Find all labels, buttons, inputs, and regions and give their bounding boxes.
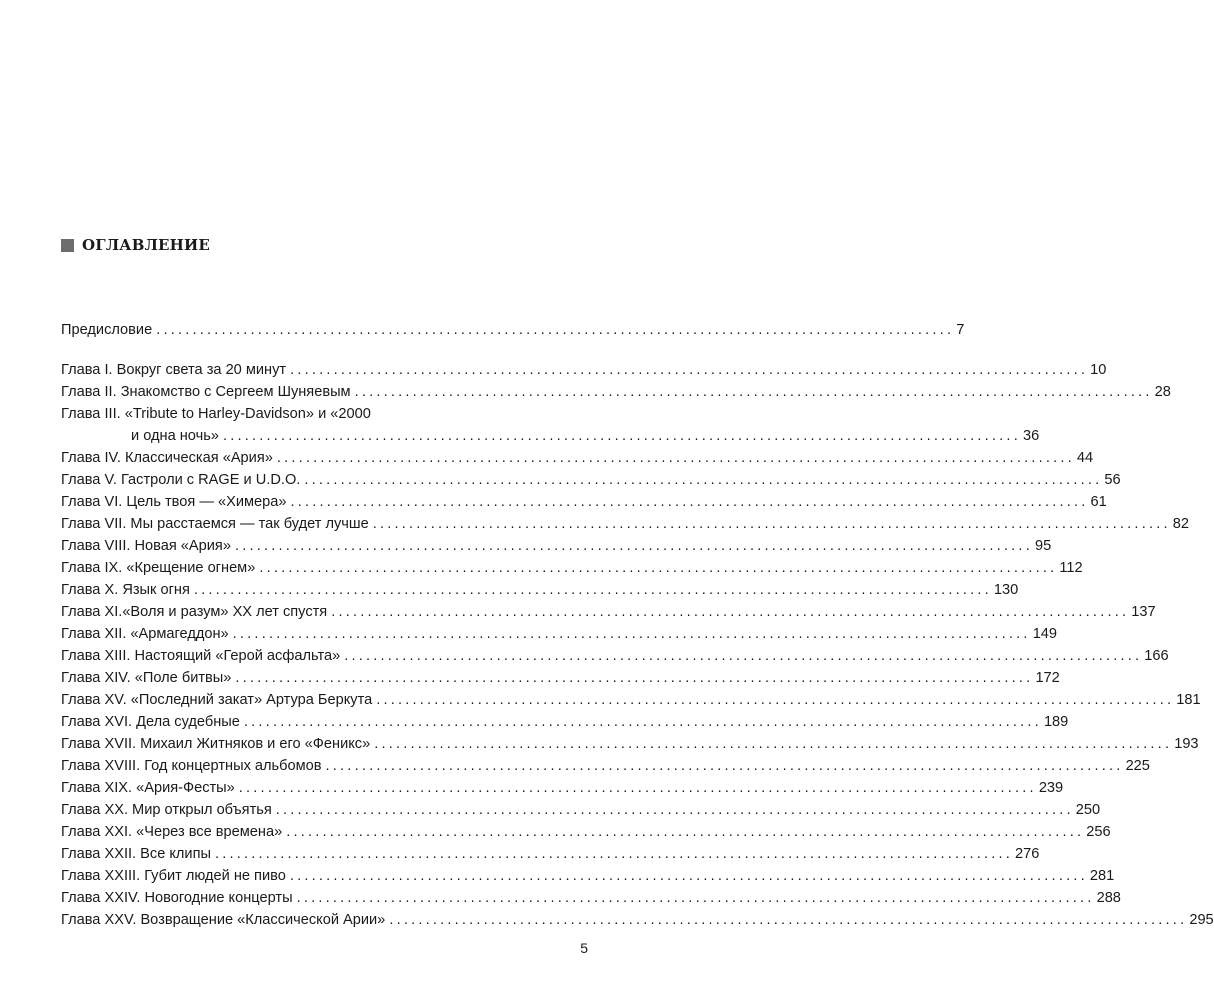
toc-entry-page: 193 xyxy=(1174,736,1199,752)
dot-leader: .............................................................................................................. xyxy=(232,626,1031,642)
toc-entry-page: 239 xyxy=(1038,780,1064,796)
dot-leader: .............................................................................................................. xyxy=(222,428,1021,444)
toc-entry-chapter-5[interactable] xyxy=(61,470,1121,490)
dot-leader: .............................................................................................................. xyxy=(290,362,1089,378)
dot-leader: .............................................................................................................. xyxy=(275,802,1074,818)
toc-entry-chapter-11[interactable] xyxy=(61,602,1156,622)
toc-entry-chapter-25[interactable] xyxy=(61,910,1214,930)
toc-entry-title: Предисловие xyxy=(61,322,153,338)
toc-entry-title: Глава VII. Мы расстаемся — так будет лучше xyxy=(61,516,369,532)
toc-entry-chapter-12[interactable] xyxy=(61,624,1058,644)
toc-entry-title: Глава XV. «Последний закат» Артура Беркута xyxy=(61,692,373,708)
toc-entry-chapter-21[interactable] xyxy=(61,822,1111,842)
dot-leader: .............................................................................................................. xyxy=(214,846,1013,862)
toc-entry-title: Глава XXI. «Через все времена» xyxy=(61,824,283,840)
toc-entry-page: 10 xyxy=(1090,362,1107,378)
dot-leader: .............................................................................................................. xyxy=(389,912,1188,928)
toc-entry-title: Глава IV. Классическая «Ария» xyxy=(61,450,273,466)
toc-entry-page: 36 xyxy=(1022,428,1040,444)
toc-heading-text: ОГЛАВЛЕНИЕ xyxy=(82,236,211,254)
toc-entry-page: 28 xyxy=(1154,384,1171,400)
toc-entry-chapter-20[interactable] xyxy=(61,800,1101,820)
toc-entry-page: 225 xyxy=(1125,758,1150,774)
toc-entry-title: Глава XVIII. Год концертных альбомов xyxy=(61,758,322,774)
toc-entry-chapter-16[interactable] xyxy=(61,712,1069,732)
dot-leader: .............................................................................................................. xyxy=(156,322,955,338)
toc-entry-chapter-9[interactable] xyxy=(61,558,1083,578)
toc-entry-chapter-4[interactable] xyxy=(61,448,1094,468)
toc-entry-page: 256 xyxy=(1086,824,1111,840)
toc-entry-chapter-23[interactable] xyxy=(61,866,1115,886)
toc-entry-page: 7 xyxy=(956,322,965,338)
toc-entry-page: 61 xyxy=(1090,494,1107,510)
toc-entry-title: и одна ночь» xyxy=(131,428,219,444)
toc-entry-chapter-24[interactable] xyxy=(61,888,1121,908)
dot-leader: .............................................................................................................. xyxy=(193,582,992,598)
toc-entry-chapter-19[interactable] xyxy=(61,778,1064,798)
toc-entry-chapter-3-line-2[interactable] xyxy=(61,426,1040,446)
toc-entry-page: 281 xyxy=(1089,868,1115,884)
toc-entry-chapter-3-line-1[interactable] xyxy=(61,404,584,424)
dot-leader: .............................................................................................................. xyxy=(234,538,1033,554)
toc-entry-title: Глава XXIII. Губит людей не пиво xyxy=(61,868,286,884)
page-number: 5 xyxy=(580,940,588,956)
dot-leader: .............................................................................................................. xyxy=(344,648,1143,664)
toc-entry-title: Глава XIV. «Поле битвы» xyxy=(61,670,232,686)
toc-entry-page: 44 xyxy=(1076,450,1094,466)
dot-leader: .............................................................................................................. xyxy=(374,736,1173,752)
toc-entry-title: Глава I. Вокруг света за 20 минут xyxy=(61,362,287,378)
dot-leader: .............................................................................................................. xyxy=(238,780,1037,796)
dot-leader: .............................................................................................................. xyxy=(325,758,1124,774)
dot-leader: .............................................................................................................. xyxy=(354,384,1153,400)
toc-entry-page: 112 xyxy=(1059,560,1083,576)
toc-entry-chapter-8[interactable] xyxy=(61,536,1052,556)
toc-entry-title: Глава XXV. Возвращение «Классической Арии» xyxy=(61,912,386,928)
toc-entry-chapter-10[interactable] xyxy=(61,580,1019,600)
toc-entry-chapter-14[interactable] xyxy=(61,668,1060,688)
toc-entry-title: Глава XX. Мир открыл объятья xyxy=(61,802,272,818)
toc-entry-title: Глава VI. Цель твоя — «Химера» xyxy=(61,494,287,510)
toc-entry-title: Глава V. Гастроли с RAGE и U.D.O. xyxy=(61,472,301,488)
heading-square-icon xyxy=(61,239,74,252)
dot-leader: .............................................................................................................. xyxy=(372,516,1171,532)
toc-entry-page: 276 xyxy=(1015,846,1040,862)
toc-entry-title: Глава VIII. Новая «Ария» xyxy=(61,538,231,554)
toc-entry-page: 288 xyxy=(1096,890,1121,906)
dot-leader: .............................................................................................................. xyxy=(235,670,1034,686)
toc-entry-chapter-15[interactable] xyxy=(61,690,1201,710)
toc-entry-title: Глава IX. «Крещение огнем» xyxy=(61,560,256,576)
dot-leader: .............................................................................................................. xyxy=(290,494,1089,510)
dot-leader: .............................................................................................................. xyxy=(331,604,1130,620)
toc-entry-title: Глава XVII. Михаил Житняков и его «Феникс» xyxy=(61,736,371,752)
toc-entry-page: 181 xyxy=(1176,692,1201,708)
dot-leader: .............................................................................................................. xyxy=(276,450,1075,466)
toc-entry-chapter-2[interactable] xyxy=(61,382,1171,402)
toc-entry-title: Глава III. «Tribute to Harley-Davidson» и «2000 xyxy=(61,406,371,422)
toc-entry-title: Глава XXIV. Новогодние концерты xyxy=(61,890,293,906)
toc-entry-chapter-17[interactable] xyxy=(61,734,1199,754)
toc-entry-title: Глава XVI. Дела судебные xyxy=(61,714,240,730)
toc-entry-page: 56 xyxy=(1104,472,1121,488)
toc-entry-title: Глава XIX. «Ария-Фесты» xyxy=(61,780,235,796)
toc-entry-chapter-7[interactable] xyxy=(61,514,1189,534)
toc-entry-chapter-18[interactable] xyxy=(61,756,1150,776)
toc-entry-page: 130 xyxy=(993,582,1019,598)
toc-entry-title: Глава XI.«Воля и разум» XX лет спустя xyxy=(61,604,328,620)
toc-entry-title: Глава XII. «Армагеддон» xyxy=(61,626,229,642)
toc-entry-chapter-6[interactable] xyxy=(61,492,1107,512)
toc-entry-page: 149 xyxy=(1032,626,1058,642)
toc-entry-page: 172 xyxy=(1035,670,1060,686)
toc-entry-title: Глава X. Язык огня xyxy=(61,582,190,598)
toc-entry-chapter-13[interactable] xyxy=(61,646,1169,666)
dot-leader: .............................................................................................................. xyxy=(286,824,1085,840)
toc-entry-preface[interactable] xyxy=(61,320,965,340)
toc-entry-page: 295 xyxy=(1189,912,1214,928)
dot-leader: .............................................................................................................. xyxy=(243,714,1042,730)
dot-leader: .............................................................................................................. xyxy=(296,890,1095,906)
dot-leader: .............................................................................................................. xyxy=(376,692,1175,708)
toc-entry-title: Глава XXII. Все клипы xyxy=(61,846,211,862)
toc-entry-title: Глава II. Знакомство с Сергеем Шуняевым xyxy=(61,384,351,400)
toc-heading xyxy=(61,236,210,254)
toc-entry-page: 95 xyxy=(1034,538,1052,554)
toc-entry-page: 189 xyxy=(1043,714,1069,730)
toc-entry-page: 166 xyxy=(1144,648,1169,664)
toc-entry-page: 137 xyxy=(1131,604,1156,620)
toc-entry-chapter-22[interactable] xyxy=(61,844,1040,864)
toc-entry-page: 82 xyxy=(1172,516,1189,532)
toc-entry-chapter-1[interactable] xyxy=(61,360,1107,380)
dot-leader: .............................................................................................................. xyxy=(259,560,1058,576)
toc-entry-page: 250 xyxy=(1075,802,1101,818)
dot-leader: .............................................................................................................. xyxy=(304,472,1103,488)
toc-entry-title: Глава XIII. Настоящий «Герой асфальта» xyxy=(61,648,341,664)
dot-leader: .............................................................................................................. xyxy=(289,868,1088,884)
